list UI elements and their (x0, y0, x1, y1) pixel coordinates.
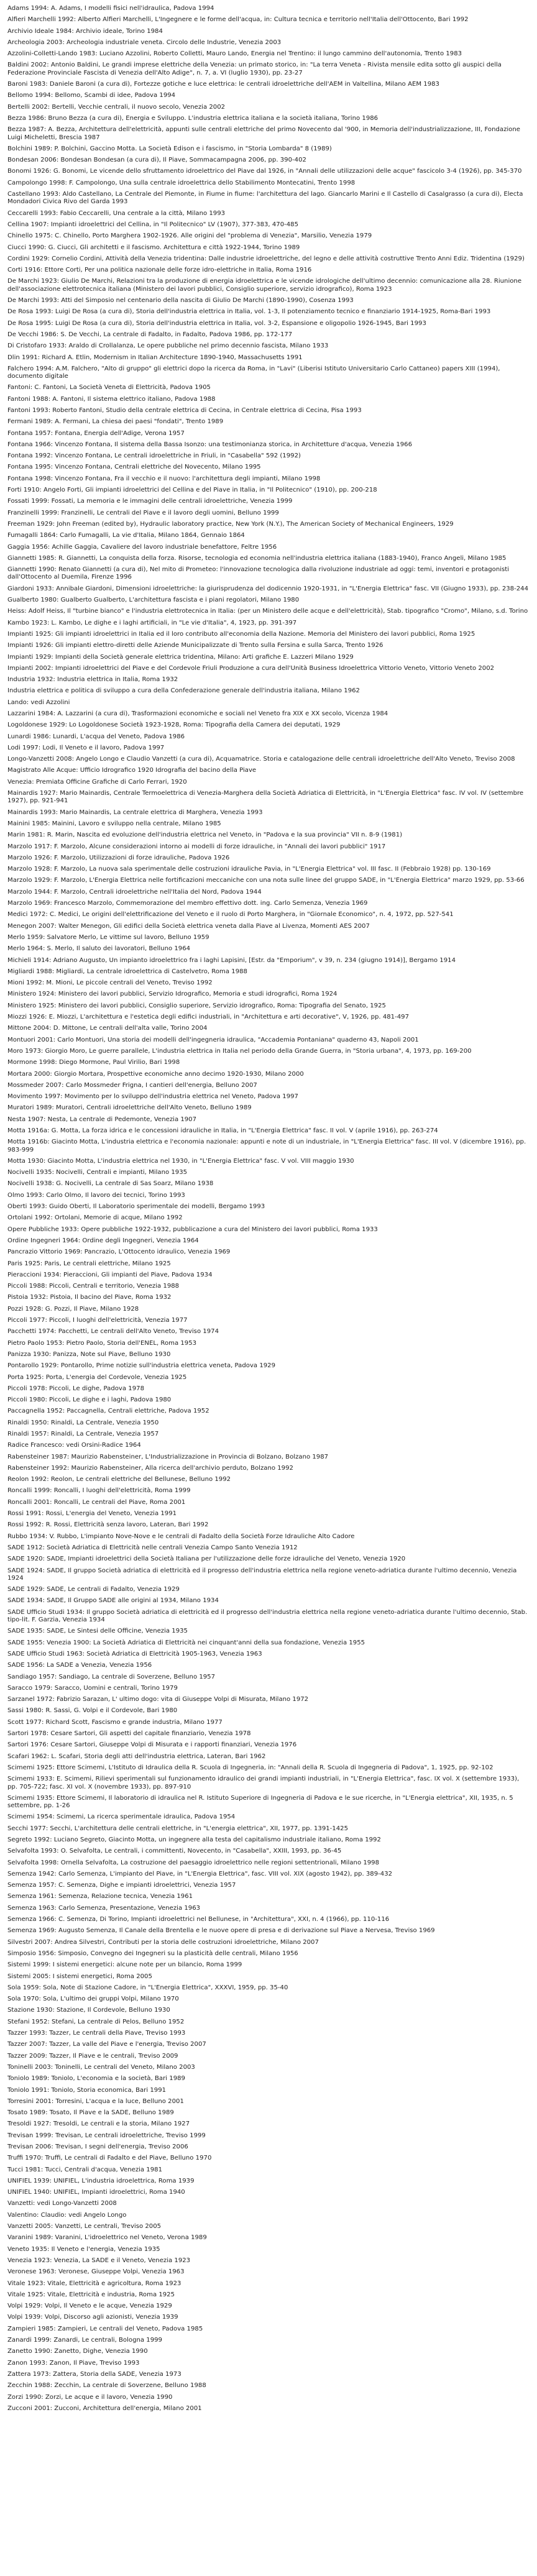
reference-entry: Impianti 2002: Impianti idroelettrici del Piave e del Cordevole Friuli Produzione a cura dell'Unità Business Idroelettrica Vittorio Veneto, Vittorio Veneto 2002 (7, 664, 495, 672)
reference-entry: Magistrato Alle Acque: Ufficio Idrografico 1920 Idrografia del bacino della Piave (7, 767, 257, 774)
reference-entry: Marzolo 1926: F. Marzolo, Utilizzazioni di forze idrauliche, Padova 1926 (7, 854, 230, 861)
reference-entry: Oberti 1993: Guido Oberti, Il Laboratorio sperimentale dei modelli, Bergamo 1993 (7, 1203, 265, 1211)
reference-entry: Ministero 1924: Ministero dei lavori pubblici, Servizio Idrografico, Memoria e studi idrografici, Roma 1924 (7, 991, 337, 998)
reference-entry: Kambo 1923: L. Kambo, Le dighe e i laghi artificiali, in "Le vie d'Italia", 4, 1923, pp. 391-397 (7, 619, 297, 626)
reference-entry: Sarzanel 1972: Fabrizio Sarazan, L' ultimo dogo: vita di Giuseppe Volpi di Misurata, Milano 1972 (7, 1696, 309, 1703)
reference-entry: Paris 1925: Paris, Le centrali elettriche, Milano 1925 (7, 1260, 171, 1267)
reference-entry: Marzolo 1944: F. Marzolo, Centrali idroelettriche nell'Italia del Nord, Padova 1944 (7, 888, 262, 896)
reference-entry: Pieraccioni 1934: Pieraccioni, Gli impianti del Piave, Padova 1934 (7, 1271, 213, 1278)
reference-entry: Sola 1970: Sola, L'ultimo dei gruppi Volpi, Milano 1970 (7, 1996, 179, 2003)
reference-entry: Forti 1910: Angelo Forti, Gli impianti idroelettrici del Cellina e del Piave in Italia, in "Il Politecnico" (1910), pp. 200-218 (7, 487, 377, 494)
reference-entry: Scafari 1962: L. Scafari, Storia degli atti dell'industria elettrica, Lateran, Bari 1962 (7, 1753, 266, 1760)
reference-entry: Merlo 1959: Salvatore Merlo, Le vittime sul lavoro, Belluno 1959 (7, 933, 209, 941)
reference-entry: Mormone 1998: Diego Mormone, Paul Virilio, Bari 1998 (7, 1059, 180, 1066)
reference-entry: Chinello 1975: C. Chinello, Porto Marghera 1902-1926. Alle origini del "problema di Venezia", Marsilio, Venezia 1979 (7, 232, 372, 240)
reference-entry: De Marchi 1993: Atti del Simposio nel centenario della nascita di Giulio De Marchi (1890-1990), Cosenza 1993 (7, 297, 354, 305)
reference-entry: Muratori 1989: Muratori, Centrali idroelettriche dell'Alto Veneto, Belluno 1989 (7, 1104, 252, 1112)
reference-entry: Nocivelli 1935: Nocivelli, Centrali e impianti, Milano 1935 (7, 1169, 188, 1176)
reference-entry: Toniolo 1991: Toniolo, Storia economica, Bari 1991 (7, 2086, 167, 2094)
reference-entry: SADE 1929: SADE, Le centrali di Fadalto, Venezia 1929 (7, 1586, 180, 1593)
reference-entry: Opere Pubbliche 1933: Opere pubbliche 1922-1932, pubblicazione a cura del Ministero dei lavori pubblici, Roma 1933 (7, 1226, 378, 1233)
reference-entry: Pacchetti 1974: Pacchetti, Le centrali dell'Alto Veneto, Treviso 1974 (7, 1328, 219, 1336)
reference-entry: Di Cristofaro 1933: Araldo di Crollalanza, Le opere pubbliche nel primo decennio fascista, Milano 1933 (7, 342, 329, 350)
reference-entry: UNIFIEL 1939: UNIFIEL, L'industria idroelettrica, Roma 1939 (7, 2177, 195, 2184)
reference-entry: Zorzi 1990: Zorzi, Le acque e il lavoro, Venezia 1990 (7, 2393, 173, 2401)
reference-entry: Semenza 1969: Augusto Semenza, Il Canale della Brentella e le nuove opere di presa e di derivazione sul Piave a Nervesa, Treviso 1969 (7, 1927, 435, 1935)
reference-entry: Lodi 1997: Lodi, Il Veneto e il lavoro, Padova 1997 (7, 744, 165, 751)
reference-entry: Varanini 1989: Varanini, L'idroelettrico nel Veneto, Verona 1989 (7, 2234, 207, 2242)
reference-entry: Mortara 2000: Giorgio Mortara, Prospettive economiche anno decimo 1920-1930, Milano 2000 (7, 1070, 304, 1078)
reference-entry: SADE Ufficio Studi 1963: Società Adriatica di Elettricità 1905-1963, Venezia 1963 (7, 1650, 262, 1657)
reference-entry: Mainini 1985: Mainini, Lavoro e sviluppo nella centrale, Milano 1985 (7, 820, 221, 827)
reference-entry: Lando: vedi Azzolini (7, 699, 70, 706)
reference-entry: Scimemi 1954: Scimemi, La ricerca sperimentale idraulica, Padova 1954 (7, 1813, 236, 1821)
reference-entry: Sola 1959: Sola, Note di Stazione Cadore, in "L'Energia Elettrica", XXXVI, 1959, pp. 35-40 (7, 1984, 288, 1991)
reference-entry: Giannetti 1985: R. Giannetti, La conquista della forza. Risorse, tecnologia ed economia nell'industria elettrica italiana (1883-1940), Franco Angeli, Milano 1985 (7, 554, 507, 562)
reference-entry: Medici 1972: C. Medici, Le origini dell'elettrificazione del Veneto e il ruolo di Porto Marghera, in "Giornale Economico", n. 4, 1972, pp. 527-541 (7, 911, 454, 919)
reference-entry: Fantoni 1988: A. Fantoni, Il sistema elettrico italiano, Padova 1988 (7, 395, 216, 403)
reference-entry: Fontana 1995: Vincenzo Fontana, Centrali elettriche del Novecento, Milano 1995 (7, 464, 261, 471)
reference-entry: Piccoli 1988: Piccoli, Centrali e territorio, Venezia 1988 (7, 1283, 180, 1290)
reference-entry: Segreto 1992: Luciano Segreto, Giacinto Motta, un ingegnere alla testa del capitalismo industriale italiano, Roma 1992 (7, 1836, 381, 1843)
reference-entry: Zanon 1993: Zanon, Il Piave, Treviso 1993 (7, 2359, 140, 2367)
reference-entry: Scimemi 1925: Ettore Scimemi, L'Istituto di Idraulica della R. Scuola di Ingegneria, in: "Annali della R. Scuola di Ingegneria di Padova", 1, 1925, pp. 92-102 (7, 1764, 493, 1771)
reference-entry: Zanardi 1999: Zanardi, Le centrali, Bologna 1999 (7, 2337, 162, 2344)
reference-entry: Ordine Ingegneri 1964: Ordine degli Ingegneri, Venezia 1964 (7, 1237, 199, 1244)
reference-entry: Tucci 1981: Tucci, Centrali d'acqua, Venezia 1981 (7, 2166, 162, 2173)
reference-entry: Vanzetti 2005: Vanzetti, Le centrali, Treviso 2005 (7, 2223, 162, 2230)
reference-entry: Fontana 1957: Fontana, Energia dell'Adige, Verona 1957 (7, 429, 185, 437)
reference-entry: Marzolo 1928: F. Marzolo, La nuova sala sperimentale delle costruzioni idrauliche Pavia, in "L'Energia Elettrica" vol. III fasc. II (Febbraio 1928) pp. 130-169 (7, 866, 491, 873)
reference-entry: Panizza 1930: Panizza, Note sul Piave, Belluno 1930 (7, 1350, 171, 1358)
reference-entry: Bondesan 2006: Bondesan Bondesan (a cura di), Il Piave, Sommacampagna 2006, pp. 390-402 (7, 157, 306, 164)
reference-entry: Marzolo 1917: F. Marzolo, Alcune considerazioni intorno ai modelli di forze idrauliche, in "Annali dei lavori pubblici" 1917 (7, 843, 386, 850)
reference-entry: Gaggia 1956: Achille Gaggia, Cavaliere del lavoro industriale benefattore, Feltre 1956 (7, 543, 277, 551)
reference-entry: Fermani 1989: A. Fermani, La chiesa dei paesi "fondati", Trento 1989 (7, 418, 224, 426)
reference-entry: Truffi 1970: Truffi, Le centrali di Fadalto e del Piave, Belluno 1970 (7, 2155, 212, 2162)
reference-entry: Bezza 1987: A. Bezza, Architettura dell'elettricità, appunti sulle centrali elettriche del primo Novecento dal '900, in Memoria dell'industrializzazione, III, Fondazione Luigi Micheletti, Brescia 1987 (7, 126, 520, 141)
reference-entry: Miozzi 1926: E. Miozzi, L'architettura e l'estetica degli edifici industriali, in "Architettura e arti decorative", V, 1926, pp. 481-497 (7, 1014, 409, 1021)
reference-entry: Pozzi 1928: G. Pozzi, Il Piave, Milano 1928 (7, 1305, 139, 1313)
reference-entry: Secchi 1977: Secchi, L'architettura delle centrali elettriche, in "L'energia elettrica", XII, 1977, pp. 1391-1425 (7, 1825, 348, 1832)
reference-entry: Sistemi 2005: I sistemi energetici, Roma 2005 (7, 1973, 152, 1980)
reference-entry: Sistemi 1999: I sistemi energetici: alcune note per un bilancio, Roma 1999 (7, 1961, 242, 1969)
reference-entry: Cordini 1929: Cornelio Cordini, Attività della Venezia tridentina: Dalle industrie idroelettriche, del legno e delle attività costruttive Trento Anni Ediz. Tridentina (1929) (7, 255, 525, 262)
reference-entry: Marzolo 1929: F. Marzolo, L'Energia Elettrica nelle fortificazioni meccaniche con una nota sulle linee del gruppo SADE, in "L'Energia Elettrica" marzo 1929, pp. 53-66 (7, 877, 525, 884)
reference-entry: Heiss: Adolf Heiss, Il "turbine bianco" e l'industria elettrotecnica in Italia: (per un Ministero delle acque e dell'elettricità), Stab. tipografico "Cromo", Milano, s.d. Torino (7, 608, 528, 615)
reference-entry: Pancrazio Vittorio 1969: Pancrazio, L'Ottocento idraulico, Venezia 1969 (7, 1249, 231, 1256)
reference-entry: Sartori 1978: Cesare Sartori, Gli aspetti del capitale finanziario, Venezia 1978 (7, 1730, 251, 1738)
reference-entry: Rinaldi 1957: Rinaldi, La Centrale, Venezia 1957 (7, 1431, 159, 1437)
reference-entry: Fumagalli 1864: Carlo Fumagalli, La vie d'Italia, Milano 1864, Gennaio 1864 (7, 532, 245, 539)
reference-entry: Falchero 1994: A.M. Falchero, "Alto di gruppo" gli elettrici dopo la ricerca da Roma, in "Lavi" (Liberisi Istituto Universitario Carlo Cattaneo) papers XIII (1994), documento digitale (7, 365, 500, 380)
reference-entry: Franzinelli 1999: Franzinelli, Le centrali del Piave e il lavoro degli uomini, Belluno 1999 (7, 509, 279, 516)
reference-entry: Cellina 1907: Impianti idroelettrici del Cellina, in "Il Politecnico" LV (1907), 377-383, 470-485 (7, 221, 299, 228)
reference-entry: Semenza 1942: Carlo Semenza, L'impianto del Piave, in "L'Energia Elettrica", fasc. VIII vol. XIX (agosto 1942), pp. 389-432 (7, 1870, 393, 1877)
reference-entry: Motta 1916a: G. Motta, La forza idrica e le concessioni idrauliche in Italia, in "L'Energia Elettrica" fasc. II vol. V (aprile 1916), pp. 263-274 (7, 1127, 438, 1134)
reference-entry: Vanzetti: vedi Longo-Vanzetti 2008 (7, 2200, 117, 2207)
reference-entry: Mittone 2004: D. Mittone, Le centrali dell'alta valle, Torino 2004 (7, 1025, 208, 1032)
reference-entry: Zanetto 1990: Zanetto, Dighe, Venezia 1990 (7, 2348, 148, 2355)
reference-entry: Montuori 2001: Carlo Montuori, Una storia dei modelli dell'ingegneria idraulica, "Accademia Pontaniana" quaderno 43, Napoli 2001 (7, 1036, 419, 1043)
reference-entry: Bellomo 1994: Bellomo, Scambi di idee, Padova 1994 (7, 92, 176, 99)
reference-entry: Sandiago 1957: Sandiago, La centrale di Soverzene, Belluno 1957 (7, 1673, 216, 1680)
reference-entry: Industria 1932: Industria elettrica in Italia, Roma 1932 (7, 676, 178, 684)
reference-entry: Olmo 1993: Carlo Olmo, Il lavoro dei tecnici, Torino 1993 (7, 1191, 185, 1199)
reference-entry: Baldini 2002: Antonio Baldini, Le grandi imprese elettriche della Venezia: un primato storico, in: "La terra Veneta - Rivista mensile edita sotto gli auspici della Federazione Provinciale Fascista di Venezia dell'Alto Adige", n. 7, a. VI (luglio 1930), pp. 23-27 (7, 62, 502, 76)
reference-entry: Movimento 1997: Movimento per lo sviluppo dell'industria elettrica nel Veneto, Padova 1997 (7, 1093, 298, 1101)
reference-entry: Lazzarini 1984: A. Lazzarini (a cura di), Trasformazioni economiche e sociali nel Veneto fra XIX e XX secolo, Vicenza 1984 (7, 710, 388, 717)
reference-entry: De Marchi 1923: Giulio De Marchi, Relazioni tra la produzione di energia idroelettrica e le vicende idrologiche dell'ultimo decennio: comunicazione alla 28. Riunione dell'associazione elettrotecnica italiana (Ministero dei lavori pubblici, Consiglio superiore, servizio idrografico), Roma 1923 (7, 278, 522, 293)
reference-entry: Michieli 1914: Adriano Augusto, Un impianto idroelettrico fra i laghi Lapisini, [Estr. da "Emporium", v 39, n. 234 (giugno 1914)], Bergamo 1914 (7, 956, 456, 964)
reference-entry: Mossmeder 2007: Carlo Mossmeder Frigna, I cantieri dell'energia, Belluno 2007 (7, 1081, 257, 1089)
reference-entry: Venezia: Premiata Officine Grafiche di Carlo Ferrari, 1920 (7, 778, 187, 786)
reference-entry: Marin 1981: R. Marin, Nascita ed evoluzione dell'industria elettrica nel Veneto, in "Padova e la sua provincia" VII n. 8-9 (1981) (7, 832, 403, 839)
reference-entry: Bolchini 1989: P. Bolchini, Gaccino Motta. La Società Edison e i fascismo, in "Storia Lombarda" 8 (1989) (7, 145, 332, 152)
reference-entry: Zecchin 1988: Zecchin, La centrale di Soverzene, Belluno 1988 (7, 2382, 206, 2390)
reference-entry: Venezia 1923: Venezia, La SADE e il Veneto, Venezia 1923 (7, 2257, 191, 2264)
reference-entry: Saracco 1979: Saracco, Uomini e centrali, Torino 1979 (7, 1684, 178, 1692)
reference-entry: Sartori 1976: Cesare Sartori, Giuseppe Volpi di Misurata e i rapporti finanziari, Venezia 1976 (7, 1741, 297, 1749)
reference-entry: Stefani 1952: Stefani, La centrale di Pelos, Belluno 1952 (7, 2018, 185, 2025)
reference-entry: Mioni 1992: M. Mioni, Le piccole centrali del Veneto, Treviso 1992 (7, 979, 213, 987)
reference-entry: Fantoni: C. Fantoni, La Società Veneta di Elettricità, Padova 1905 (7, 384, 211, 392)
reference-entry: Vitale 1925: Vitale, Elettricità e industria, Roma 1925 (7, 2291, 175, 2298)
reference-entry: SADE 1912: Società Adriatica di Elettricità nelle centrali Venezia Campo Santo Venezia 1912 (7, 1544, 298, 1551)
reference-entry: Nesta 1907: Nesta, La centrale di Pedemonte, Venezia 1907 (7, 1116, 197, 1123)
reference-entry: Rossi 1992: R. Rossi, Elettricità senza lavoro, Lateran, Bari 1992 (7, 1521, 209, 1529)
reference-entry: Scimemi 1935: Ettore Scimemi, Il laboratorio di idraulica nel R. Istituto Superiore di Ingegneria di Padova e le sue ricerche, in "L'Energia elettrica", XII, 1935, n. 5 settembre, pp. 1-26 (7, 1794, 513, 1810)
reference-entry: De Rosa 1995: Luigi De Rosa (a cura di), Storia dell'industria elettrica in Italia, vol. 3-2, Espansione e oligopolio 1926-1945, Bari 1993 (7, 319, 426, 327)
reference-entry: Semenza 1966: C. Semenza, Di Torino, Impianti idroelettrici nel Bellunese, in "Architettura", XXI, n. 4 (1966), pp. 110-116 (7, 1916, 390, 1923)
reference-entry: Vitale 1923: Vitale, Elettricità e agricoltura, Roma 1923 (7, 2280, 181, 2287)
reference-entry: Rabensteiner 1987: Maurizio Rabensteiner, L'Industrializzazione in Provincia di Bolzano, Bolzano 1987 (7, 1453, 329, 1460)
reference-entry: De Rosa 1993: Luigi De Rosa (a cura di), Storia dell'industria elettrica in Italia, vol. 1-3, Il potenziamento tecnico e finanziario 1914-1925, Roma-Bari 1993 (7, 308, 491, 316)
reference-entry: Volpi 1939: Volpi, Discorso agli azionisti, Venezia 1939 (7, 2314, 178, 2321)
reference-entry: Rossi 1991: Rossi, L'energia del Veneto, Venezia 1991 (7, 1510, 177, 1518)
reference-entry: Toniolo 1989: Toniolo, L'economia e la società, Bari 1989 (7, 2075, 185, 2083)
reference-entry: Silvestri 2007: Andrea Silvestri, Contributi per la storia delle costruzioni idroelettriche, Milano 2007 (7, 1938, 319, 1946)
reference-entry: Fontana 1992: Vincenzo Fontana, Le centrali idroelettriche in Friuli, in "Casabella" 592 (1992) (7, 452, 301, 460)
reference-entry: Semenza 1961: Semenza, Relazione tecnica, Venezia 1961 (7, 1893, 193, 1900)
reference-entry: Pietro Paolo 1953: Pietro Paolo, Storia dell'ENEL, Roma 1953 (7, 1339, 197, 1347)
reference-entry: Nocivelli 1938: G. Nocivelli, La centrale di Sas Soarz, Milano 1938 (7, 1180, 214, 1188)
reference-entry: Adams 1994: A. Adams, I modelli fisici nell'idraulica, Padova 1994 (7, 5, 214, 12)
reference-entry: Impianti 1925: Gli impianti idroelettrici in Italia ed il loro contributo all'economia della Nazione. Memoria del Ministero dei lavori pubblici, Roma 1925 (7, 630, 475, 638)
reference-entry: Freeman 1929: John Freeman (edited by), Hydraulic laboratory practice, New York (N.Y.), The American Society of Mechanical Engineers, 1929 (7, 520, 454, 528)
reference-entry: Menegon 2007: Walter Menegon, Gli edifici della Società elettrica veneta dalla Piave al Livenza, Momenti AES 2007 (7, 922, 370, 930)
reference-entry: Fontana 1966: Vincenzo Fontana, Il sistema della Bassa Isonzo: una testimonianza storica, in Architetture d'acqua, Venezia 1966 (7, 441, 413, 448)
reference-entry: Archivio Ideale 1984: Archivio ideale, Torino 1984 (7, 27, 163, 35)
reference-entry: Merlo 1964: S. Merlo, Il saluto dei lavoratori, Belluno 1964 (7, 945, 191, 953)
reference-entry: Pontarollo 1929: Pontarollo, Prime notizie sull'industria elettrica veneta, Padova 1929 (7, 1362, 276, 1370)
reference-entry: SADE 1935: SADE, Le Sintesi delle Officine, Venezia 1935 (7, 1628, 188, 1635)
reference-entry: SADE Ufficio Studi 1934: Il gruppo Società adriatica di elettricità ed il progresso dell'industria elettrica nella regione veneto-adriatica durante l'ultimo decennio, Stab. tipo-lit. F. Garzia, Venezia 1934 (7, 1608, 528, 1624)
reference-entry: Scott 1977: Richard Scott, Fascismo e grande industria, Milano 1977 (7, 1718, 223, 1726)
reference-entry: Torresini 2001: Torresini, L'acqua e la luce, Belluno 2001 (7, 2097, 184, 2105)
reference-entry: Bonomi 1926: G. Bonomi, Le vicende dello sfruttamento idroelettrico del Piave dal 1926, in "Annali delle utilizzazioni delle acque" fascicolo 3-4 (1926), pp. 345-370 (7, 168, 522, 175)
reference-entry: Marzolo 1969: Francesco Marzolo, Commemorazione del membro effettivo dott. ing. Carlo Semenza, Venezia 1969 (7, 900, 368, 907)
reference-entry: Gualberto 1980: Gualberto Gualberto, L'architettura fascista e i piani regolatori, Milano 1980 (7, 597, 300, 604)
reference-entry: Bertelli 2002: Bertelli, Vecchie centrali, il nuovo secolo, Venezia 2002 (7, 103, 226, 111)
reference-entry: Fantoni 1993: Roberto Fantoni, Studio della centrale elettrica di Cecina, in Centrale elettrica di Cecina, Pisa 1993 (7, 406, 362, 414)
reference-entry: Semenza 1957: C. Semenza, Dighe e impianti idroelettrici, Venezia 1957 (7, 1882, 236, 1889)
reference-entry: Valentino: Claudio: vedi Angelo Longo (7, 2211, 127, 2219)
reference-entry: Migliardi 1988: Migliardi, La centrale idroelettrica di Castelvetro, Roma 1988 (7, 968, 247, 975)
reference-entry: Alfieri Marchelli 1992: Alberto Alfieri Marchelli, L'Ingegnere e le forme dell'acqua, in: Cultura tecnica e territorio nell'Italia dell'Ottocento, Bari 1992 (7, 16, 469, 24)
reference-entry: Corti 1916: Ettore Corti, Per una politica nazionale delle forze idro-elettriche in Italia, Roma 1916 (7, 267, 312, 274)
reference-entry: Roncalli 1999: Roncalli, I luoghi dell'elettricità, Roma 1999 (7, 1487, 191, 1495)
reference-entry: Fontana 1998: Vincenzo Fontana, Fra il vecchio e il nuovo: l'architettura degli impianti, Milano 1998 (7, 475, 321, 482)
reference-entry: Motta 1916b: Giacinto Motta, L'industria elettrica e l'economia nazionale: appunti e note di un industriale, in "L'Energia Elettrica" fasc. III vol. V (dicembre 1916), pp. 983-999 (7, 1139, 526, 1153)
reference-entry: Roncalli 2001: Roncalli, Le centrali del Piave, Roma 2001 (7, 1498, 186, 1506)
reference-entry: Campolongo 1998: F. Campolongo, Una sulla centrale idroelettrica dello Stabilimento Montecatini, Trento 1998 (7, 179, 356, 186)
reference-entry: Semenza 1963: Carlo Semenza, Presentazione, Venezia 1963 (7, 1904, 201, 1912)
reference-entry: Impianti 1929: Impianti della Società generale elettrica tridentina, Milano: Arti grafiche E. Lazzeri Milano 1929 (7, 653, 354, 661)
reference-entry: Piccoli 1980: Piccoli, Le dighe e i laghi, Padova 1980 (7, 1396, 172, 1404)
reference-entry: Rinaldi 1950: Rinaldi, La Centrale, Venezia 1950 (7, 1419, 159, 1426)
reference-entry: Tazzer 2007: Tazzer, La valle del Piave e l'energia, Treviso 2007 (7, 2041, 206, 2048)
reference-entry: Porta 1925: Porta, L'energia del Cordevole, Venezia 1925 (7, 1373, 187, 1381)
reference-entry: SADE 1956: La SADE a Venezia, Venezia 1956 (7, 1662, 152, 1669)
reference-entry: Ciucci 1990: G. Ciucci, Gli architetti e il fascismo. Architettura e città 1922-1944, Torino 1989 (7, 244, 300, 251)
reference-entry: Baroni 1983: Daniele Baroni (a cura di), Fortezze gotiche e luce elettrica: le centrali idroelettriche dell'AEM in Valtellina, Milano AEM 1983 (7, 81, 439, 88)
reference-entry: Motta 1930: Giacinto Motta, L'industria elettrica nel 1930, in "L'Energia Elettrica" fasc. V vol. VIII maggio 1930 (7, 1157, 354, 1165)
reference-entry: Tosato 1989: Tosato, Il Piave e la SADE, Belluno 1989 (7, 2109, 174, 2117)
reference-entry: Dlin 1991: Richard A. Etlin, Modernism in Italian Architecture 1890-1940, Massachusetts 1991 (7, 354, 303, 361)
reference-entry: UNIFIEL 1940: UNIFIEL, Impianti idroelettrici, Roma 1940 (7, 2189, 185, 2196)
reference-entry: SADE 1955: Venezia 1900: La Società Adriatica di Elettricità nei cinquant'anni della sua fondazione, Venezia 1955 (7, 1639, 365, 1646)
reference-entry: Simposio 1956: Simposio, Convegno dei Ingegneri su la plasticità delle centrali, Milano 1956 (7, 1950, 298, 1957)
reference-entry: Veneto 1935: Il Veneto e l'energia, Venezia 1935 (7, 2245, 160, 2253)
reference-entry: Lunardi 1986: Lunardi, L'acqua del Veneto, Padova 1986 (7, 733, 185, 740)
reference-entry: Toninelli 2003: Toninelli, Le centrali del Veneto, Milano 2003 (7, 2063, 195, 2071)
reference-entry: Industria elettrica e politica di sviluppo a cura della Confederazione generale dell'industria italiana, Milano 1962 (7, 687, 360, 695)
reference-entry: Rubbo 1934: V. Rubbo, L'impianto Nove-Nove e le centrali di Fadalto della Società Forze Idrauliche Alto Cadore (7, 1533, 355, 1540)
reference-entry: De Vecchi 1986: S. De Vecchi, La centrale di Fadalto, in Fadalto, Padova 1986, pp. 172-177 (7, 331, 293, 338)
reference-entry: Trevisan 2006: Trevisan, I segni dell'energia, Treviso 2006 (7, 2143, 188, 2150)
reference-entry: Scimemi 1933: E. Scimemi, Rilievi sperimentali sul funzionamento idraulico dei grandi impianti industriali, in "L'Energia Elettrica", fasc. IX vol. X (settembre 1933), pp. 705-722; fasc. XI vol. X (novembre 1933), pp. 897-910 (7, 1776, 520, 1790)
reference-entry: Azzolini-Colletti-Lando 1983: Luciano Azzolini, Roberto Colletti, Mauro Lando, Energia nel Trentino: il lungo cammino dell'autonomia, Trento 1983 (7, 50, 462, 58)
reference-entry: Sassi 1980: R. Sassi, G. Volpi e il Cordevole, Bari 1980 (7, 1707, 178, 1715)
reference-entry: Paccagnella 1952: Paccagnella, Centrali elettriche, Padova 1952 (7, 1408, 209, 1415)
reference-entry: Reolon 1992: Reolon, Le centrali elettriche del Bellunese, Belluno 1992 (7, 1476, 231, 1483)
reference-entry: Archeologia 2003: Archeologia industriale veneta. Circolo delle Industrie, Venezia 2003 (7, 39, 282, 46)
reference-entry: Pistoia 1932: Pistoia, Il bacino del Piave, Roma 1932 (7, 1294, 172, 1301)
reference-entry: Radice Francesco: vedi Orsini-Radice 1964 (7, 1442, 141, 1449)
reference-entry: Bezza 1986: Bruno Bezza (a cura di), Energia e Sviluppo. L'industria elettrica italiana e la società italiana, Torino 1986 (7, 114, 379, 122)
reference-entry: Ministero 1925: Ministero dei lavori pubblici, Consiglio superiore, Servizio idrografico, Roma: Tipografia del Senato, 1925 (7, 1002, 386, 1009)
reference-entry: Zampieri 1985: Zampieri, Le centrali del Veneto, Padova 1985 (7, 2325, 203, 2332)
reference-entry: Impianti 1926: Gli impianti elettro-diretti delle Aziende Municipalizzate di Trento sulla Fersina e sulla Sarca, Trento 1926 (7, 642, 383, 649)
reference-entry: Ortolani 1992: Ortolani, Memorie di acque, Milano 1992 (7, 1214, 183, 1222)
reference-entry: Piccoli 1977: Piccoli, I luoghi dell'elettricità, Venezia 1977 (7, 1317, 188, 1324)
reference-entry: Moro 1973: Giorgio Moro, Le guerre parallele, L'industria elettrica in Italia nel periodo della Grande Guerra, in "Storia urbana", 4, 1973, pp. 169-200 (7, 1047, 472, 1055)
reference-entry: Zucconi 2001: Zucconi, Architettura dell'energia, Milano 2001 (7, 2404, 202, 2412)
reference-entry: Mainardis 1993: Mario Mainardis, La centrale elettrica di Marghera, Venezia 1993 (7, 809, 263, 816)
reference-list (7, 5, 530, 2413)
reference-entry: Selvafolta 1993: O. Selvafolta, Le centrali, i committenti, Novecento, in "Casabella", XXIII, 1993, pp. 36-45 (7, 1848, 342, 1855)
reference-entry: Zattera 1973: Zattera, Storia della SADE, Venezia 1973 (7, 2370, 181, 2378)
reference-entry: Rabensteiner 1992: Maurizio Rabensteiner, Alla ricerca dell'archivio perduto, Bolzano 1992 (7, 1464, 293, 1472)
reference-entry: Giannetti 1990: Renato Giannetti (a cura di), Nel mito di Prometeo: l'innovazione tecnologica dalla rivoluzione industriale ad oggi: temi, inventori e protagonisti dall'Ottocento al Duemila, Firenze 1996 (7, 566, 510, 581)
reference-entry: Veronese 1963: Veronese, Giuseppe Volpi, Venezia 1963 (7, 2268, 185, 2276)
reference-entry: Piccoli 1978: Piccoli, Le dighe, Padova 1978 (7, 1385, 144, 1392)
reference-entry: Tresoldi 1927: Tresoldi, Le centrali e la storia, Milano 1927 (7, 2120, 190, 2128)
reference-entry: SADE 1934: SADE, Il Gruppo SADE alle origini al 1934, Milano 1934 (7, 1597, 219, 1605)
reference-entry: Logoldonese 1929: Lo Logoldonese Società 1923-1928, Roma: Tipografia della Camera dei deputati, 1929 (7, 722, 341, 729)
reference-entry: Tazzer 2009: Tazzer, Il Piave e le centrali, Treviso 2009 (7, 2052, 178, 2060)
reference-entry: Fossati 1999: Fossati, La memoria e le immagini delle centrali idroelettriche, Venezia 1999 (7, 498, 293, 505)
reference-entry: Ceccarelli 1993: Fabio Ceccarelli, Una centrale a la città, Milano 1993 (7, 209, 226, 217)
reference-entry: Selvafolta 1998: Ornella Selvafolta, La costruzione del paesaggio idroelettrico nelle regioni settentrionali, Milano 1998 (7, 1859, 380, 1866)
reference-entry: Stazione 1930: Stazione, Il Cordevole, Belluno 1930 (7, 2007, 170, 2014)
reference-entry: SADE 1920: SADE, Impianti idroelettrici della Società Italiana per l'utilizzazione delle forze idrauliche del Veneto, Venezia 1920 (7, 1556, 406, 1563)
reference-entry: Volpi 1929: Volpi, Il Veneto e le acque, Venezia 1929 (7, 2303, 172, 2310)
reference-entry: Mainardis 1927: Mario Mainardis, Centrale Termoelettrica di Venezia-Marghera della Società Adriatica di Elettricità, in "L'Energia Elettrica" fasc. IV vol. IV (settembre 1927), pp. 921-941 (7, 790, 524, 805)
reference-entry: Trevisan 1999: Trevisan, Le centrali idroelettriche, Treviso 1999 (7, 2132, 206, 2139)
reference-entry: Giardoni 1933: Annibale Giardoni, Dimensioni idroelettriche: la giurisprudenza del dodicennio 1920-1931, in "L'Energia Elettrica" fasc. VII (Giugno 1933), pp. 238-244 (7, 585, 528, 592)
reference-entry: Longo-Vanzetti 2008: Angelo Longo e Claudio Vanzetti (a cura di), Acquamatrice. Storia e catalogazione delle centrali idroelettriche dell'Alto Veneto, Treviso 2008 (7, 756, 515, 763)
reference-entry: Tazzer 1993: Tazzer, Le centrali della Piave, Treviso 1993 (7, 2030, 186, 2037)
reference-entry: Castellano 1993: Aldo Castellano, La Centrale del Piemonte, in Fiume in fiume: l'architettura del lago. Giancarlo Marini e Il Castello di Casalgrasso (a cura di), Electa Mondadori Civica Rivo del Garda 1993 (7, 191, 523, 206)
reference-entry: SADE 1924: SADE, Il gruppo Società adriatica di elettricità ed il progresso dell'industria elettrica nella regione veneto-adriatica durante l'ultimo decennio, Venezia 1924 (7, 1567, 517, 1582)
